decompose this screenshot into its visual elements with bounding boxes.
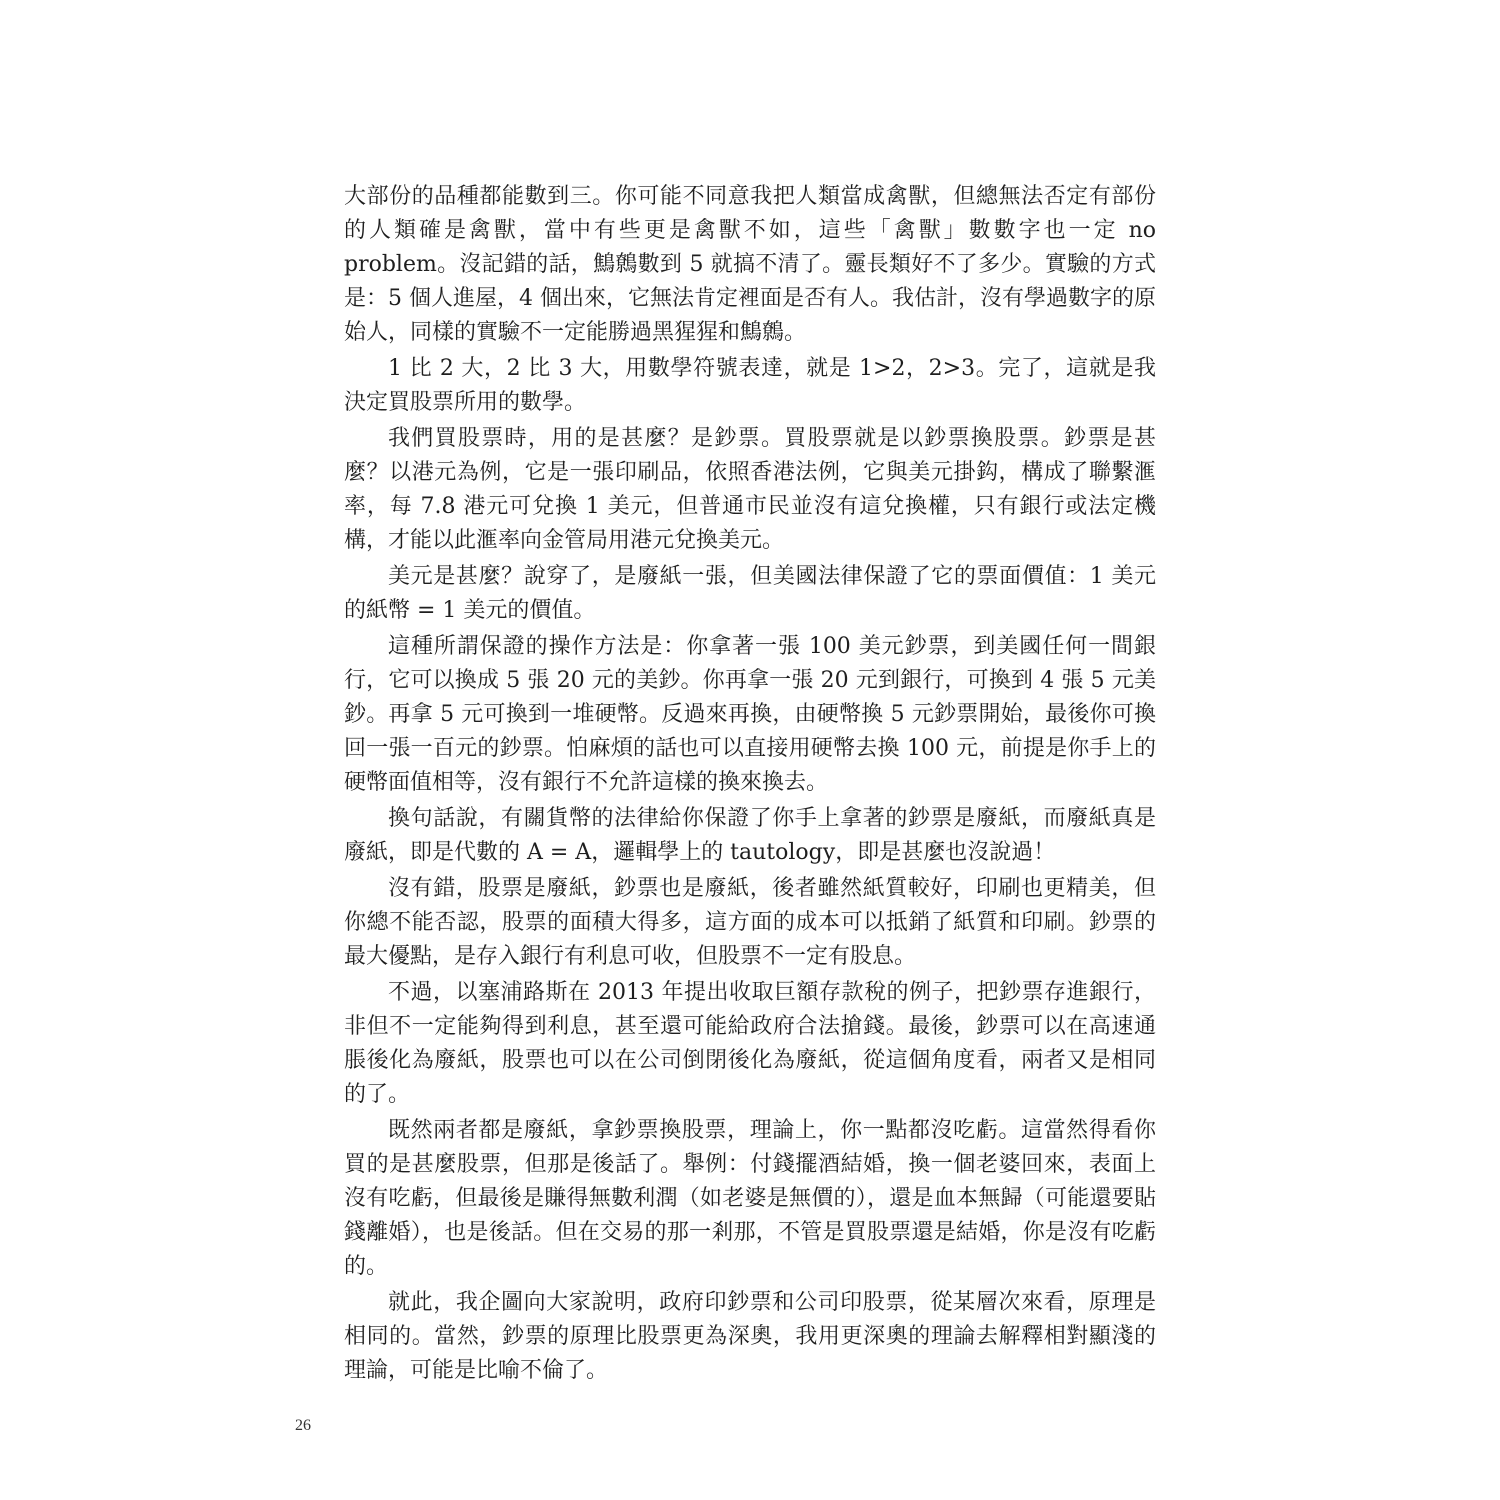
paragraph: 既然兩者都是廢紙，拿鈔票換股票，理論上，你一點都沒吃虧。這當然得看你買的是甚麼股票，但那是後話了。舉例：付錢擺酒結婚，換一個老婆回來，表面上沒有吃虧，但最後是賺得無數利潤（如老婆是無價的），還是血本無歸（可能還要貼錢離婚），也是後話。但在交易的那一剎那，不管是買股票還是結婚，你是沒有吃虧的。 bbox=[344, 1118, 1156, 1279]
paragraph: 大部份的品種都能數到三。你可能不同意我把人類當成禽獸，但總無法否定有部份的人類確是禽獸，當中有些更是禽獸不如，這些「禽獸」數數字也一定 no problem。沒記錯的話，鷦鷯數到 5 就搞不清了。靈長類好不了多少。實驗的方式是：5 個人進屋，4 個出來，它無法肯定裡面是否有人。我估計，沒有學過數字的原始人，同樣的實驗不一定能勝過黑猩猩和鷦鷯。 bbox=[344, 184, 1156, 345]
paragraph: 沒有錯，股票是廢紙，鈔票也是廢紙，後者雖然紙質較好，印刷也更精美，但你總不能否認，股票的面積大得多，這方面的成本可以抵銷了紙質和印刷。鈔票的最大優點，是存入銀行有利息可收，但股票不一定有股息。 bbox=[344, 876, 1156, 969]
paragraph: 我們買股票時，用的是甚麼？是鈔票。買股票就是以鈔票換股票。鈔票是甚麼？以港元為例，它是一張印刷品，依照香港法例，它與美元掛鈎，構成了聯繫滙率，每 7.8 港元可兌換 1 美元，但普通市民並沒有這兌換權，只有銀行或法定機構，才能以此滙率向金管局用港元兌換美元。 bbox=[344, 426, 1156, 553]
page-number: 26 bbox=[295, 1417, 311, 1434]
paragraph: 1 比 2 大，2 比 3 大，用數學符號表達，就是 1>2，2>3。完了，這就是我決定買股票所用的數學。 bbox=[344, 356, 1156, 415]
body-text bbox=[344, 180, 1156, 1390]
paragraph: 就此，我企圖向大家說明，政府印鈔票和公司印股票，從某層次來看，原理是相同的。當然，鈔票的原理比股票更為深奧，我用更深奧的理論去解釋相對顯淺的理論，可能是比喻不倫了。 bbox=[344, 1290, 1156, 1383]
paragraph: 不過，以塞浦路斯在 2013 年提出收取巨額存款稅的例子，把鈔票存進銀行，非但不一定能夠得到利息，甚至還可能給政府合法搶錢。最後，鈔票可以在高速通脹後化為廢紙，股票也可以在公司倒閉後化為廢紙，從這個角度看，兩者又是相同的了。 bbox=[344, 980, 1156, 1107]
paragraph: 美元是甚麼？說穿了，是廢紙一張，但美國法律保證了它的票面價值：1 美元的紙幣 = 1 美元的價值。 bbox=[344, 564, 1156, 623]
paragraph: 換句話說，有關貨幣的法律給你保證了你手上拿著的鈔票是廢紙，而廢紙真是廢紙，即是代數的 A = A，邏輯學上的 tautology，即是甚麼也沒說過！ bbox=[344, 806, 1156, 865]
paragraph: 這種所謂保證的操作方法是：你拿著一張 100 美元鈔票，到美國任何一間銀行，它可以換成 5 張 20 元的美鈔。你再拿一張 20 元到銀行，可換到 4 張 5 元美鈔。再拿 5 元可換到一堆硬幣。反過來再換，由硬幣換 5 元鈔票開始，最後你可換回一張一百元的鈔票。怕麻煩的話也可以直接用硬幣去換 100 元，前提是你手上的硬幣面值相等，沒有銀行不允許這樣的換來換去。 bbox=[344, 634, 1156, 795]
